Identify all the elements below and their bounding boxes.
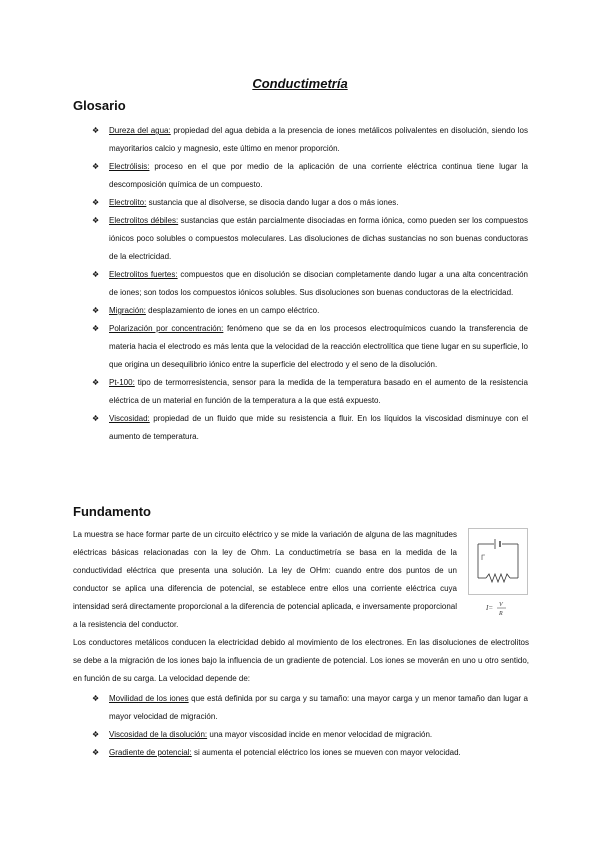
glossary-term: Electrolito:	[109, 198, 147, 207]
glossary-definition: sustancia que al disolverse, se disocia dando lugar a dos o más iones.	[146, 198, 399, 207]
formula-lhs: I=	[486, 604, 494, 612]
factor-term: Movilidad de los iones	[109, 694, 189, 703]
glossary-definition: propiedad del agua debida a la presencia de iones metálicos polivalentes en disolución, siendo los mayoritarios calcio y magnesio, este último en menor proporción.	[109, 126, 528, 153]
glossary-item	[92, 320, 528, 374]
diamond-bullet-icon: ❖	[92, 306, 100, 315]
formula-numerator: V	[499, 602, 503, 608]
diamond-bullet-icon: ❖	[92, 324, 100, 333]
diamond-bullet-icon: ❖	[92, 162, 100, 171]
diamond-bullet-icon: ❖	[92, 126, 100, 135]
glossary-item	[92, 158, 528, 194]
glossary-definition: propiedad de un fluido que mide su resistencia a fluir. En los líquidos la viscosidad disminuye con el aumento de temperatura.	[109, 414, 528, 441]
glossary-term: Polarización por concentración:	[109, 324, 224, 333]
diamond-bullet-icon: ❖	[92, 198, 100, 207]
velocity-factor-item	[92, 744, 528, 762]
glossary-item	[92, 410, 528, 446]
page-title: Conductimetría	[252, 76, 348, 91]
diamond-bullet-icon: ❖	[92, 414, 100, 423]
glossary-definition: tipo de termorresistencia, sensor para la medida de la temperatura basado en el aumento de la resistencia eléctrica de un material en función de la temperatura a la que está expuesto.	[109, 378, 528, 405]
diamond-bullet-icon: ❖	[92, 694, 100, 703]
glossary-definition: desplazamiento de iones en un campo eléctrico.	[145, 306, 320, 315]
glossary-item	[92, 212, 528, 266]
diamond-bullet-icon: ❖	[92, 730, 100, 739]
circuit-frame	[469, 529, 528, 595]
fundamento-heading: Fundamento	[73, 504, 151, 519]
factor-term: Viscosidad de la disolución:	[109, 730, 208, 739]
fundamento-paragraph-1: La muestra se hace formar parte de un circuito eléctrico y se mide la variación de alguna de las magnitudes eléctricas básicas relacionadas con la ley de Ohm. La conductimetría se basa en la medida de la conductividad eléctrica que presenta una solución. La ley de OHm: cuando entre dos puntos de un conductor se aplica una diferencia de potencial, se establece entre ellos una corriente eléctrica cuya intensidad será directamente proporcional a la diferencia de potencial aplicada, e inversamente proporcional a la resistencia del conductor.	[73, 530, 457, 629]
factor-description: si aumenta el potencial eléctrico los iones se mueven con mayor velocidad.	[191, 748, 461, 757]
glossary-term: Migración:	[109, 306, 146, 315]
glossary-item	[92, 122, 528, 158]
velocity-factor-item	[92, 726, 528, 744]
glossary-item	[92, 374, 528, 410]
diamond-bullet-icon: ❖	[92, 216, 100, 225]
diamond-bullet-icon: ❖	[92, 270, 100, 279]
glossary-term: Pt-100:	[109, 378, 135, 387]
glossary-term: Electrolitos débiles:	[109, 216, 179, 225]
glossary-item	[92, 266, 528, 302]
glossary-term: Dureza del agua:	[109, 126, 171, 135]
ohm-circuit-diagram	[468, 528, 528, 622]
velocity-factors-list	[92, 690, 528, 762]
glossary-definition: fenómeno que se da en los procesos electroquímicos cuando la transferencia de materia hacia el electrodo es más lenta que la velocidad de la reacción electrolítica que tiene lugar en su superficie, lo que origina un desequilibrio iónico entre la superficie del electrodo y el seno de la disolución.	[109, 324, 528, 369]
velocity-factor-item	[92, 690, 528, 726]
diamond-bullet-icon: ❖	[92, 378, 100, 387]
glosario-heading: Glosario	[73, 98, 126, 113]
glossary-term: Viscosidad:	[109, 414, 150, 423]
factor-description: una mayor viscosidad incide en menor velocidad de migración.	[207, 730, 433, 739]
glossary-item	[92, 194, 528, 212]
diamond-bullet-icon: ❖	[92, 748, 100, 757]
glossary-item	[92, 302, 528, 320]
glossary-definition: proceso en el que por medio de la aplicación de una corriente eléctrica continua tiene lugar la descomposición química de un compuesto.	[109, 162, 528, 189]
formula-denominator: R	[499, 611, 503, 617]
glossary-term: Electrólisis:	[109, 162, 150, 171]
fundamento-paragraph-2: Los conductores metálicos conducen la electricidad debido al movimiento de los electrones. En las disoluciones de electrolitos se debe a la migración de los iones bajo la influencia de un gradiente de potencial. Los iones se moverán en uno u otro sentido, en función de su carga. La velocidad depende de:	[73, 638, 529, 683]
factor-term: Gradiente de potencial:	[109, 748, 192, 757]
glossary-list	[92, 122, 528, 446]
glossary-definition: compuestos que en disolución se disocian completamente dando lugar a una alta concentración de iones; son todos los compuestos iónicos solubles. Sus disoluciones son buenas conductoras de la electricidad.	[109, 270, 528, 297]
glossary-term: Electrolitos fuertes:	[109, 270, 178, 279]
factor-description: que está definida por su carga y su tamaño: una mayor carga y un menor tamaño dan lugar a mayor velocidad de migración.	[109, 694, 529, 721]
glossary-definition: sustancias que están parcialmente disociadas en forma iónica, como pueden ser los compuestos iónicos poco solubles o compuestos moleculares. Las disoluciones de dichas sustancias no son buenas conductoras de la electricidad.	[109, 216, 528, 261]
